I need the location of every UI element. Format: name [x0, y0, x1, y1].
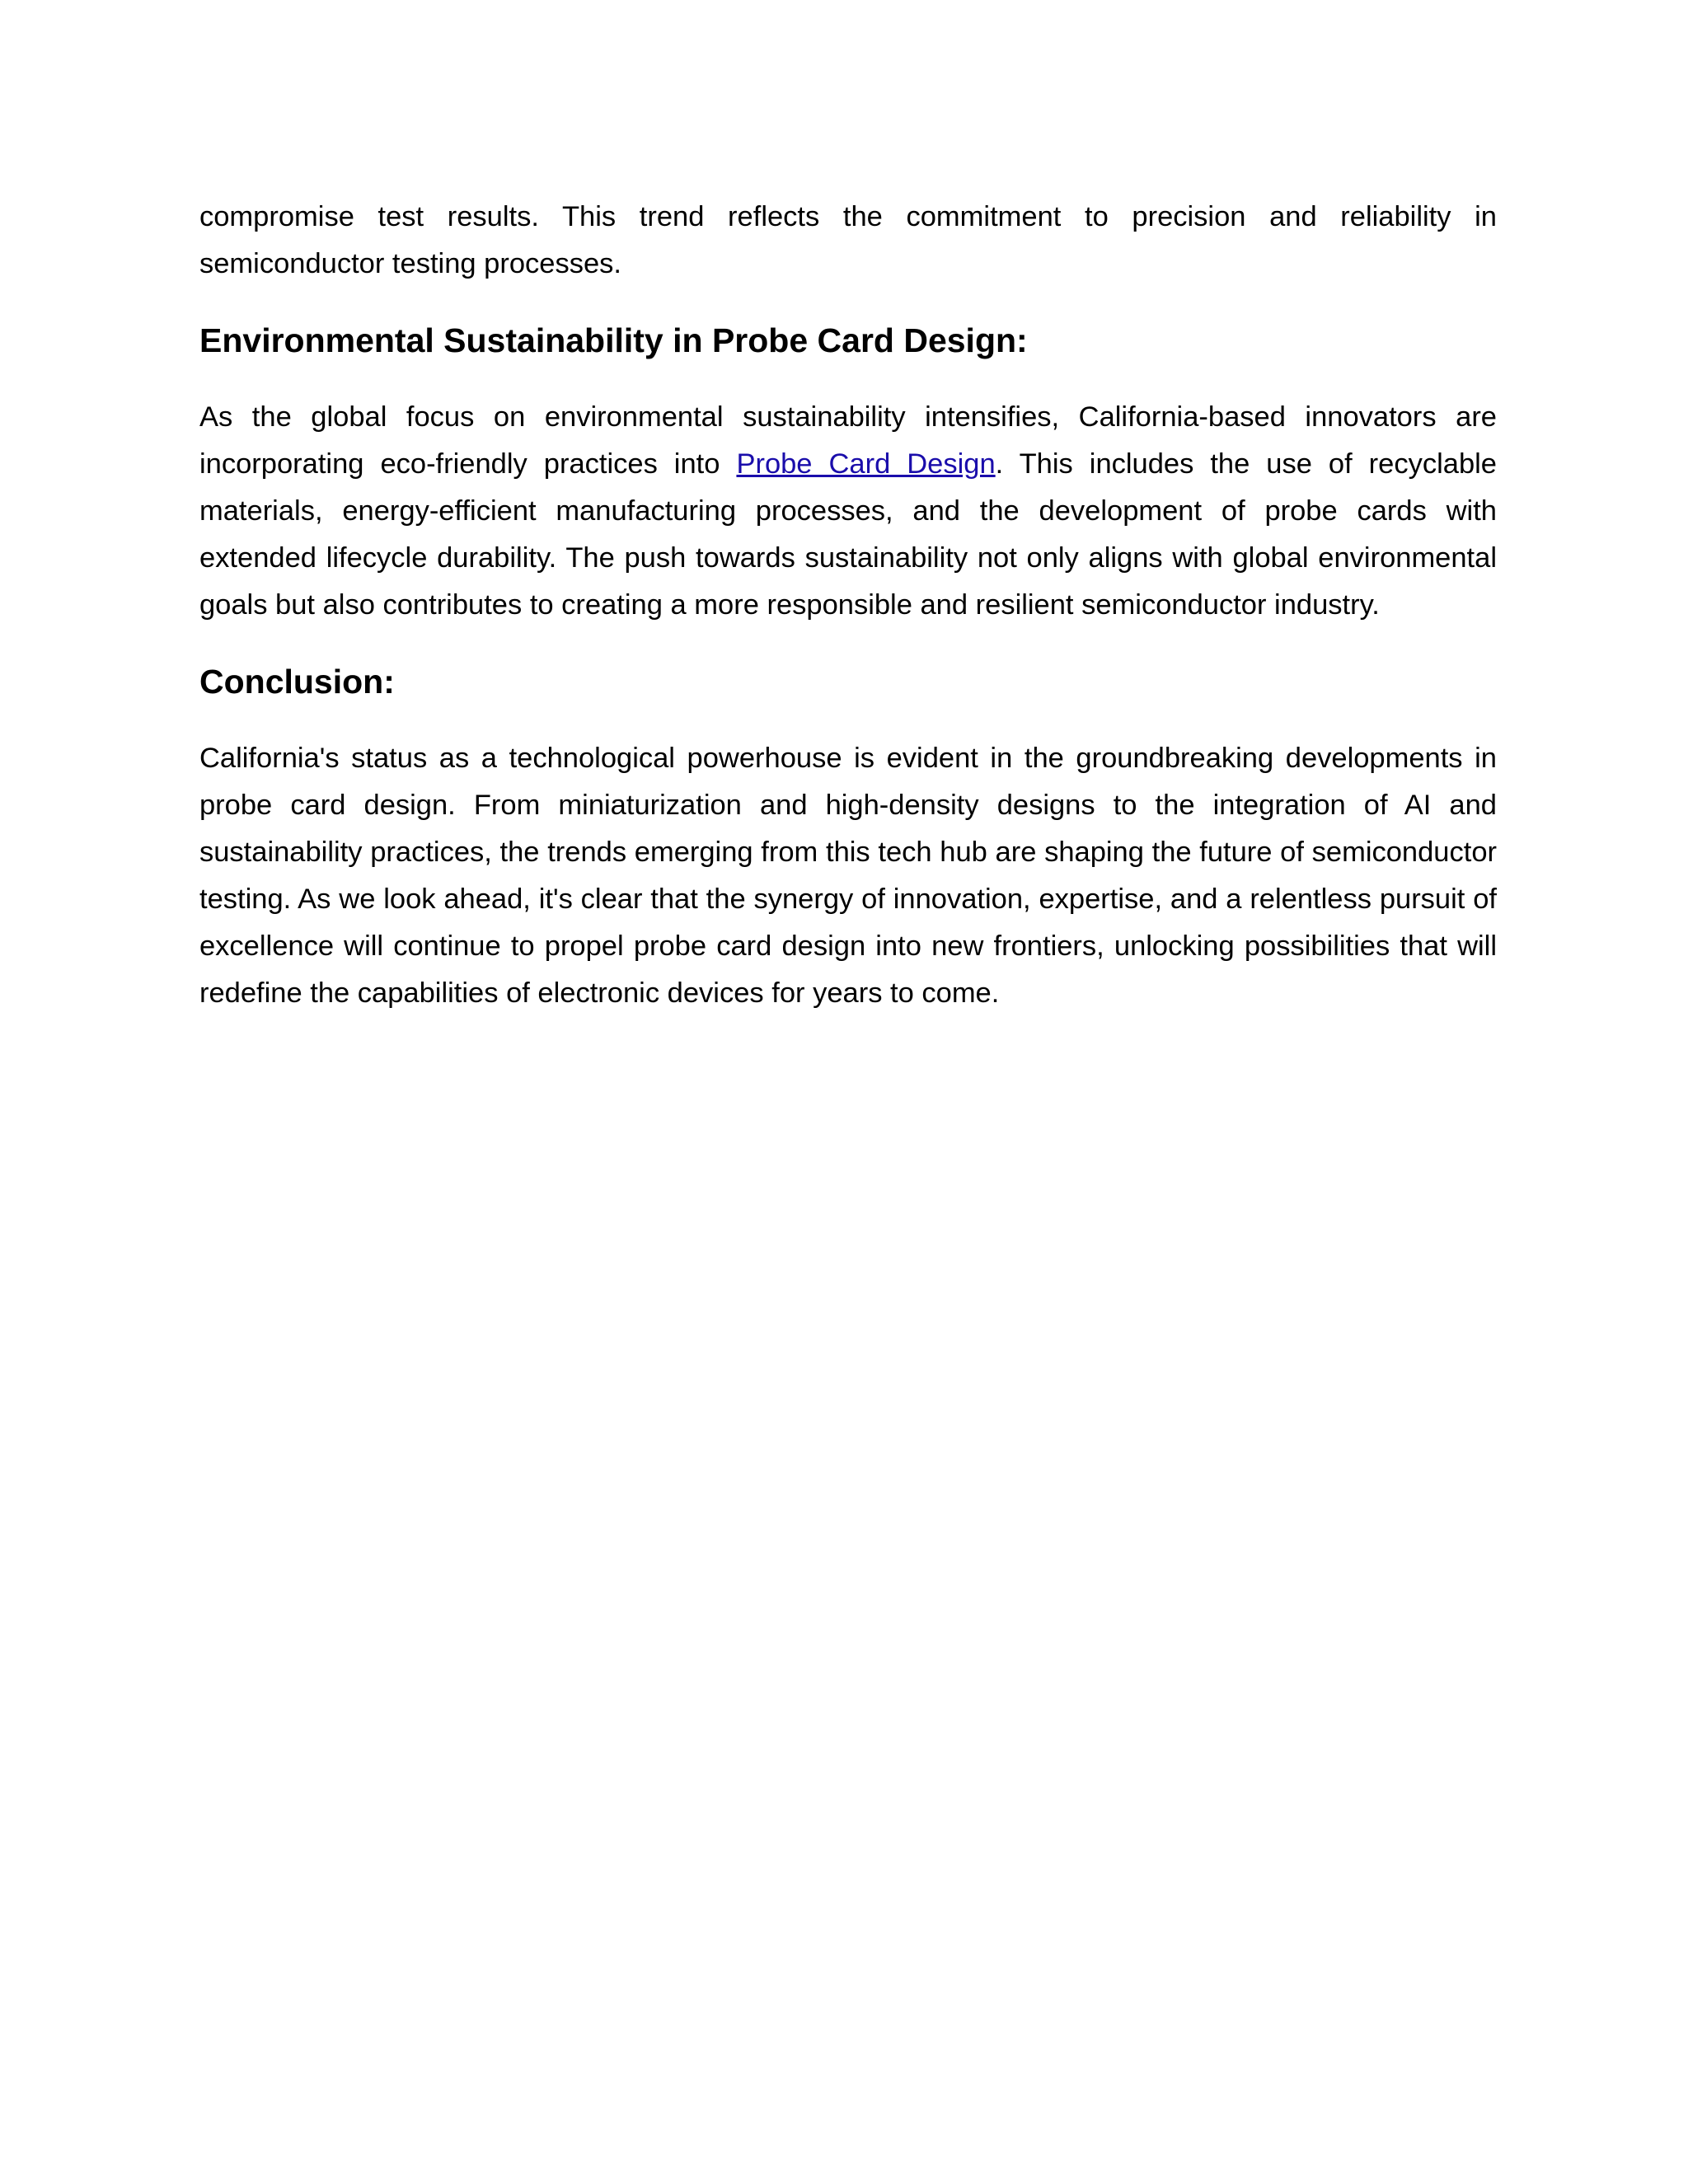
environmental-paragraph-text-before-link: As the global focus on environmental sustainability intensifies, California-based innovators are incorporating eco-friendly practices into — [199, 401, 1497, 480]
section-heading-conclusion: Conclusion: — [199, 663, 395, 701]
section-heading-environmental-sustainability: Environmental Sustainability in Probe Card Design: — [199, 321, 1028, 359]
probe-card-design-link[interactable]: Probe Card Design — [736, 448, 996, 480]
environmental-paragraph — [199, 394, 1497, 629]
conclusion-paragraph: California's status as a technological powerhouse is evident in the groundbreaking developments in probe card design. From miniaturization and high-density designs to the integration of AI and sustainability practices, the trends emerging from this tech hub are shaping the future of semiconductor testing. As we look ahead, it's clear that the synergy of innovation, expertise, and a relentless pursuit of excellence will continue to propel probe card design into new frontiers, unlocking possibilities that will redefine the capabilities of electronic devices for years to come. — [199, 743, 1497, 1009]
environmental-paragraph-text-after-link: . This includes the use of recyclable materials, energy-efficient manufacturing processes, and the development of probe cards with extended lifecycle durability. The push towards sustainability not only aligns with global environmental goals but also contributes to creating a more responsible and resilient semiconductor industry. — [199, 448, 1497, 621]
document-page — [199, 194, 1497, 1017]
intro-paragraph: compromise test results. This trend reflects the commitment to precision and reliability in semiconductor testing processes. — [199, 201, 1497, 279]
